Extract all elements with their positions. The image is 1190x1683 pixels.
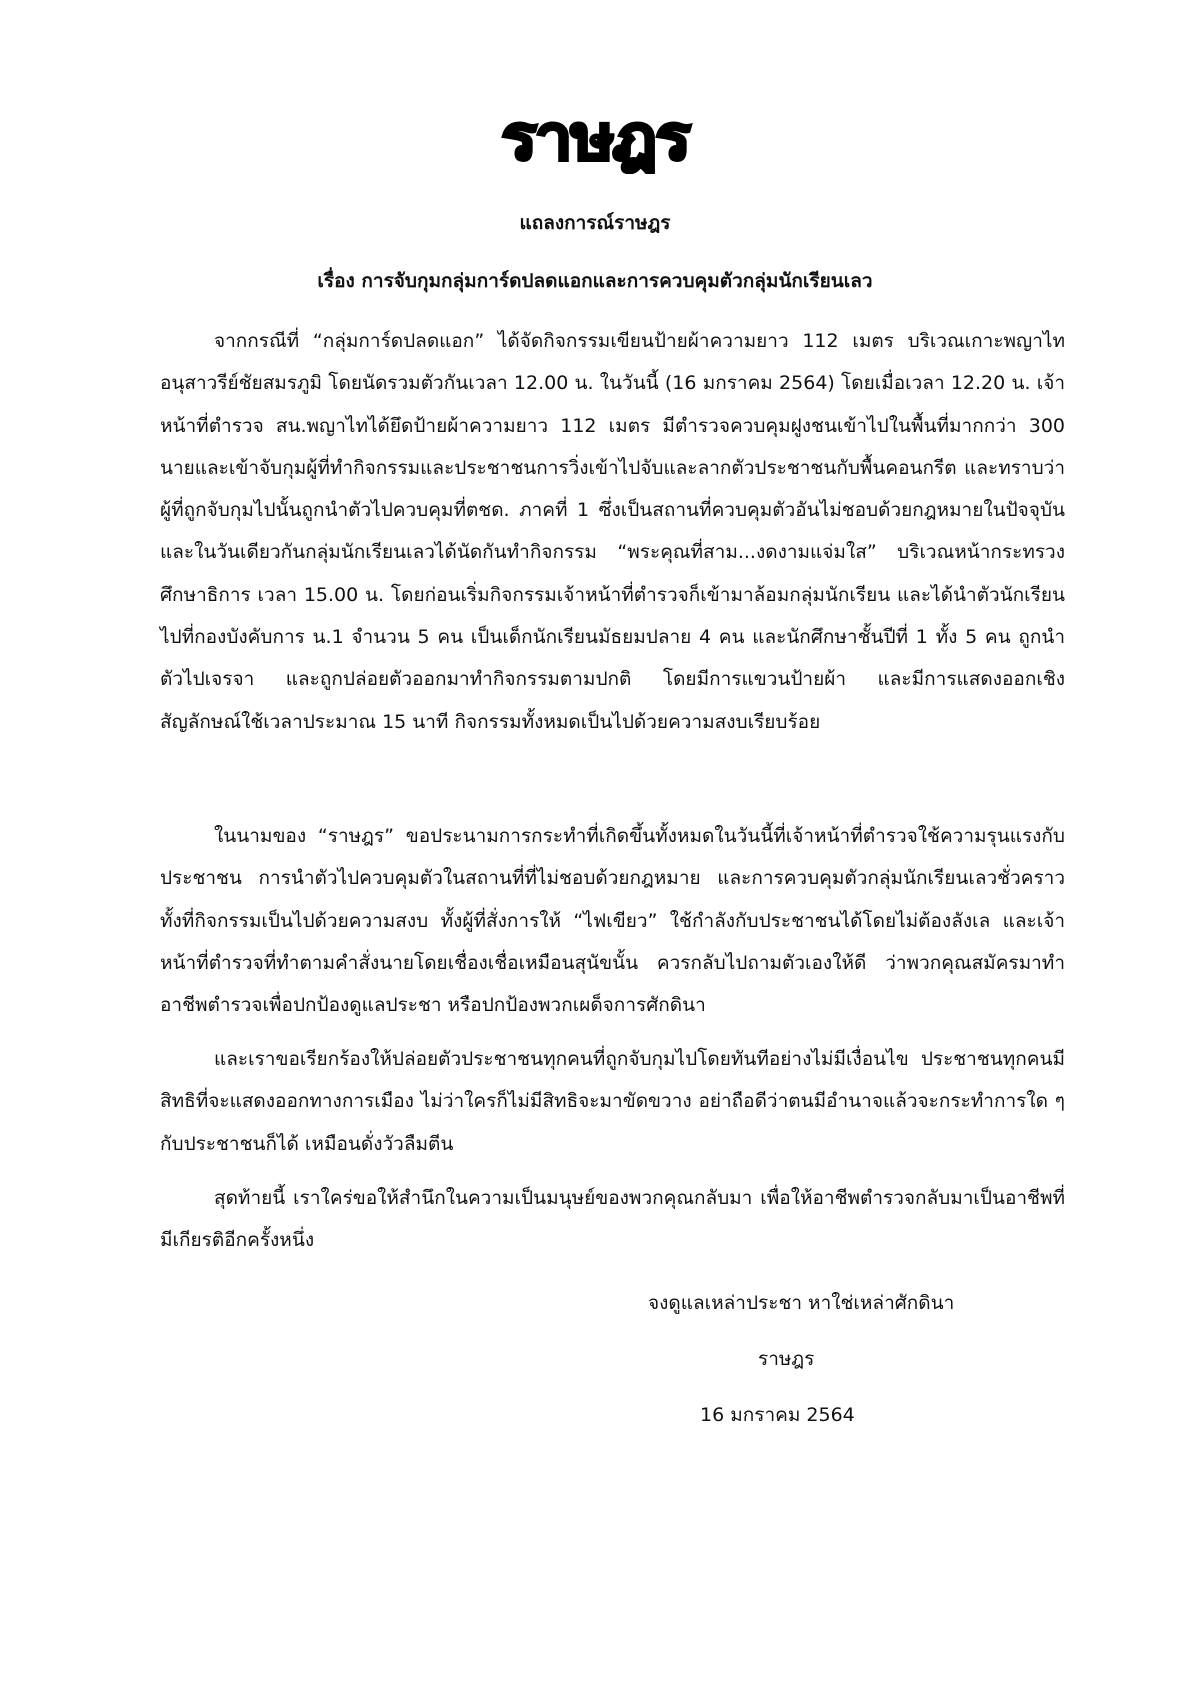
closing-motto: จงดูแลเหล่าประชา หาใช่เหล่าศักดินา xyxy=(648,1292,955,1314)
paragraph-text: และเราขอเรียกร้องให้ปล่อยตัวประชาชนทุกคนที่ถูกจับกุมไปโดยทันทีอย่างไม่มีเงื่อนไข ประชาชนทุกคนมีสิทธิที่จะแสดงออกทางการเมือง ไม่ว่าใครก็ไม่มีสิทธิจะมาขัดขวาง อย่าถือดีว่าตนมีอำนาจแล้วจะกระทำการใด ๆ กับประชาชนก็ได้ เหมือนดั่งวัวลืมตีน xyxy=(160,1048,1065,1155)
statement-title: แถลงการณ์ราษฎร xyxy=(519,212,671,234)
signature: ราษฎร xyxy=(758,1348,815,1370)
paragraph-4 xyxy=(160,1177,1065,1262)
paragraph-text: สุดท้ายนี้ เราใคร่ขอให้สำนึกในความเป็นมนุษย์ของพวกคุณกลับมา เพื่อให้อาชีพตำรวจกลับมาเป็นอาชีพที่มีเกียรติอีกครั้งหนึ่ง xyxy=(160,1187,1065,1252)
statement-subject: เรื่อง การจับกุมกลุ่มการ์ดปลดแอกและการควบคุมตัวกลุ่มนักเรียนเลว xyxy=(317,270,873,292)
statement-date: 16 มกราคม 2564 xyxy=(700,1404,855,1426)
ratsadon-logo: ราษฎร xyxy=(501,101,689,174)
paragraph-text: ในนามของ “ราษฎร” ขอประนามการกระทำที่เกิดขึ้นทั้งหมดในวันนี้ที่เจ้าหน้าที่ตำรวจใช้ความรุนแรงกับประชาชน การนำตัวไปควบคุมตัวในสถานที่ที่ไม่ชอบด้วยกฎหมาย และการควบคุมตัวกลุ่มนักเรียนเลวชั่วคราวทั้งที่กิจกรรมเป็นไปด้วยความสงบ ทั้งผู้ที่สั่งการให้ “ไฟเขียว” ใช้กำลังกับประชาชนได้โดยไม่ต้องลังเล และเจ้าหน้าที่ตำรวจที่ทำตามคำสั่งนายโดยเชื่องเชื่อเหมือนสุนัขนั้น ควรกลับไปถามตัวเองให้ดี ว่าพวกคุณสมัครมาทำอาชีพตำรวจเพื่อปกป้องดูแลประชา หรือปกป้องพวกเผด็จการศักดินา xyxy=(160,825,1065,1017)
paragraph-1 xyxy=(160,320,1065,743)
paragraph-3 xyxy=(160,1038,1065,1165)
paragraph-2 xyxy=(160,815,1065,1026)
paragraph-text: จากกรณีที่ “กลุ่มการ์ดปลดแอก” ได้จัดกิจกรรมเขียนป้ายผ้าความยาว 112 เมตร บริเวณเกาะพญาไท อนุสาวรีย์ชัยสมรภูมิ โดยนัดรวมตัวกันเวลา 12.00 น. ในวันนี้ (16 มกราคม 2564) โดยเมื่อเวลา 12.20 น. เจ้าหน้าที่ตำรวจ สน.พญาไทได้ยึดป้ายผ้าความยาว 112 เมตร มีตำรวจควบคุมฝูงชนเข้าไปในพื้นที่มากกว่า 300 นายและเข้าจับกุมผู้ที่ทำกิจกรรมและประชาชนการวิ่งเข้าไปจับและลากตัวประชาชนกับพื้นคอนกรีต และทราบว่าผู้ที่ถูกจับกุมไปนั้นถูกนำตัวไปควบคุมที่ตชด. ภาคที่ 1 ซึ่งเป็นสถานที่ควบคุมตัวอันไม่ชอบด้วยกฎหมายในปัจจุบัน และในวันเดียวกันกลุ่มนักเรียนเลวได้นัดกันทำกิจกรรม “พระคุณที่สาม...งดงามแจ่มใส” บริเวณหน้ากระทรวงศึกษาธิการ เวลา 15.00 น. โดยก่อนเริ่มกิจกรรมเจ้าหน้าที่ตำรวจก็เข้ามาล้อมกลุ่มนักเรียน และได้นำตัวนักเรียนไปที่กองบังคับการ น.1 จำนวน 5 คน เป็นเด็กนักเรียนมัธยมปลาย 4 คน และนักศึกษาชั้นปีที่ 1 ทั้ง 5 คน ถูกนำตัวไปเจรจา และถูกปล่อยตัวออกมาทำกิจกรรมตามปกติ โดยมีการแขวนป้ายผ้า และมีการแสดงออกเชิงสัญลักษณ์ใช้เวลาประมาณ 15 นาที กิจกรรมทั้งหมดเป็นไปด้วยความสงบเรียบร้อย xyxy=(160,330,1065,733)
